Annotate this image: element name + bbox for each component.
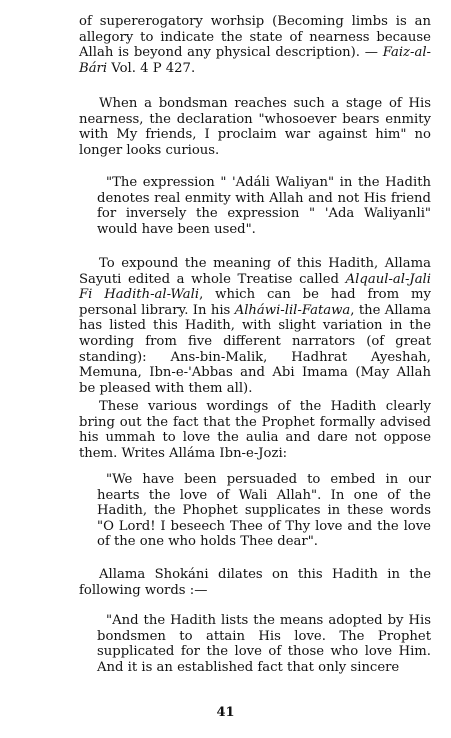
paragraph-text: Allama Shokáni dilates on this Hadith in the following words :—: [79, 567, 431, 598]
book-title: Alháwi-lil-Fatawa: [234, 302, 351, 318]
paragraph-4: [79, 399, 431, 461]
quote-text: "We have been persuaded to embed in our hearts the love of Wali Allah". In one of the Hadith, the Phophet supplicates in these words "O Lord! I beseech Thee of Thy love and the love of the one who holds Thee dear".: [97, 472, 431, 550]
quote-text: "The expression " 'Adáli Waliyan" in the Hadith denotes real enmity with Allah and not His friend for inversely the expression " 'Ada Waliyanli" would have been used".: [97, 175, 431, 237]
paragraph-3: [79, 256, 431, 396]
paragraph-text: When a bondsman reaches such a stage of His nearness, the declaration "whosoever bears enmity with My friends, I proclaim war against him" no longer looks curious.: [79, 96, 431, 158]
page-number: 41: [216, 705, 235, 720]
quote-text: "And the Hadith lists the means adopted by His bondsmen to attain His love. The Prophet supplicated for the love of those who love Him. And it is an established fact that only sincere: [97, 613, 431, 675]
paragraph-text: To expound the meaning of this Hadith, Allama Sayuti edited a whole Treatise called: [79, 256, 431, 287]
quote-3: [97, 613, 431, 675]
paragraph-2: [79, 96, 431, 158]
reference-title: Faiz-al-Bári: [79, 45, 431, 76]
quote-2: [97, 472, 431, 550]
paragraph-text: of supererogatory worhsip (Becoming limbs is an allegory to indicate the state of nearness because Allah is beyond any physical description). —: [79, 14, 431, 61]
paragraph-text: , which can be had from my personal library. In his: [79, 287, 431, 318]
paragraph-5: [79, 567, 431, 598]
treatise-title: Alqaul-al-Jali Fi Hadith-al-Wali: [79, 271, 431, 303]
paragraph-text: , the Allama has listed this Hadith, with slight variation in the wording from five different narrators (of great standing): Ans-bin-Malik, Hadhrat Ayeshah, Memuna, Ibn-e-'Abbas and Abi Imama (May Allah be pleased with them all).: [79, 302, 431, 396]
quote-1: [97, 175, 431, 237]
paragraph-1: [79, 14, 431, 76]
paragraph-text: These various wordings of the Hadith clearly bring out the fact that the Prophet formally advised his ummah to love the aulia and dare not oppose them. Writes Alláma Ibn-e-Jozi:: [79, 399, 431, 461]
reference-volume: Vol. 4 P 427.: [107, 60, 196, 76]
